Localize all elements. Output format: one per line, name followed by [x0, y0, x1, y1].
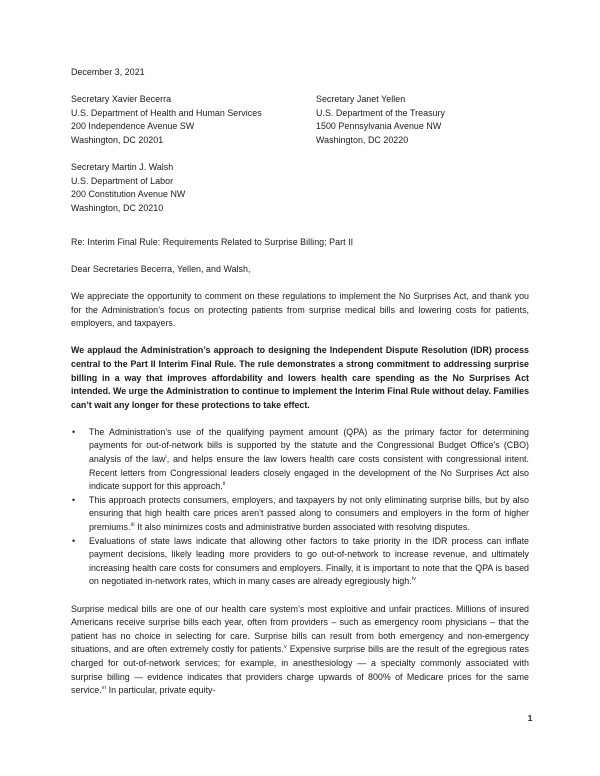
closing-text-3: In particular, private equity- [106, 685, 216, 696]
bullet-text-2: It also minimizes costs and administrative burden associated with resolving disputes. [134, 522, 470, 533]
bullet-text-1: The Administration’s use of the qualifying payment amount (QPA) as the primary factor for determining payments for out-of-network bills is supported by the statute and the Congressional Budget Office’s (CBO) analysis of the law [89, 426, 529, 465]
bullet-text-1: Evaluations of state laws indicate that allowing other factors to take priority in the IDR process can inflate payment decisions, likely leading more providers to go out-of-network to increase revenue, and ultimately increasing health care costs for consumers and employers. Finally, it is important to note that the QPA is based on negotiated in-network rates, which in many cases are already egregiously high. [89, 535, 529, 587]
recipient-city-state-zip: Washington, DC 20201 [71, 134, 164, 145]
spacer [71, 249, 529, 263]
bullet-icon: • [72, 494, 76, 505]
subject-line: Re: Interim Final Rule: Requirements Related to Surprise Billing; Part II [71, 236, 354, 247]
recipient-address-block-1 [71, 93, 529, 147]
spacer [71, 148, 529, 162]
page-footer [0, 713, 600, 723]
recipient-agency: U.S. Department of Health and Human Services [71, 107, 262, 118]
list-item [71, 494, 529, 535]
footnote-marker[interactable]: iii [130, 522, 135, 529]
comment-bullet-list [71, 426, 529, 589]
footnote-marker[interactable]: ii [222, 481, 226, 488]
footnote-marker[interactable]: i [165, 454, 167, 461]
salutation: Dear Secretaries Becerra, Yellen, and Walsh, [71, 263, 251, 274]
paragraph-applaud: We applaud the Administration’s approach to designing the Independent Dispute Resolution (IDR) process central to the Part II Interim Final Rule. The rule demonstrates a strong commitment to addressing surprise billing in a way that improves affordability and lowers health care spending as the No Surprises Act intended. We urge the Administration to continue to implement the Interim Final Rule without delay. Families can’t wait any longer for these protections to take effect. [71, 345, 530, 410]
recipient-city-state-zip: Washington, DC 20210 [71, 202, 164, 213]
list-item [71, 535, 529, 589]
closing-text-1: Surprise medical bills are one of our health care system’s most exploitive and unfair practices. Millions of insured Americans receive surprise bills each year, often from providers – such as emergency room physicians – that the patient has no choice in selecting for care. Surprise bills can result from both emergency and non-emergency situations, and are often extremely costly for patients. [71, 603, 529, 655]
recipient-street: 200 Constitution Avenue NW [71, 189, 186, 200]
recipient-name: Secretary Janet Yellen [316, 94, 406, 105]
spacer [71, 589, 529, 603]
closing-text-2: Expensive surprise bills are the result of the egregious rates charged for out-of-network services; for example, in anesthesiology — a specialty commonly associated with surprise billing — evidence indicates that providers charge upwards of 800% of Medicare prices for the same service. [71, 644, 529, 696]
list-item [71, 426, 529, 494]
recipient-hhs [71, 93, 301, 147]
recipient-street: 1500 Pennsylvania Avenue NW [316, 121, 442, 132]
footnote-marker[interactable]: iv [411, 576, 417, 583]
document-body [71, 66, 529, 698]
letter-date: December 3, 2021 [71, 67, 145, 77]
recipient-agency: U.S. Department of the Treasury [316, 107, 445, 118]
bullet-icon: • [72, 426, 76, 437]
paragraph-intro: We appreciate the opportunity to comment on these regulations to implement the No Surprises Act, and thank you for the Administration’s focus on protecting patients from surprise medical bills and lowering costs for patients, employers, and taxpayers. [71, 290, 529, 329]
spacer [71, 276, 529, 290]
bullet-text-2: , and helps ensure the law lowers health care costs consistent with congressional intent. Recent letters from Congressional leaders closely engaged in the development of the No Surprises Act also indicate support for this approach. [89, 454, 529, 492]
spacer [71, 331, 529, 345]
spacer [71, 80, 529, 94]
bullet-icon: • [72, 535, 76, 546]
page-number-value: 1 [527, 713, 533, 723]
recipient-agency: U.S. Department of Labor [71, 175, 174, 186]
footnote-marker[interactable]: v [283, 644, 287, 651]
recipient-city-state-zip: Washington, DC 20220 [316, 134, 409, 145]
footnote-marker[interactable]: vi [101, 685, 107, 692]
spacer [71, 412, 529, 426]
recipient-address-block-2 [71, 161, 529, 215]
recipient-street: 200 Independence Avenue SW [71, 121, 195, 132]
recipient-name: Secretary Martin J. Walsh [71, 162, 174, 173]
recipient-name: Secretary Xavier Becerra [71, 94, 172, 105]
recipient-labor [71, 161, 301, 215]
spacer [71, 216, 529, 236]
bullet-text-1: This approach protects consumers, employers, and taxpayers by not only eliminating surprise bills, but by also ensuring that high health care prices aren’t passed along to consumers and employers in the form of higher premiums. [89, 494, 529, 533]
recipient-treasury [316, 93, 529, 147]
paragraph-closing [71, 603, 529, 698]
